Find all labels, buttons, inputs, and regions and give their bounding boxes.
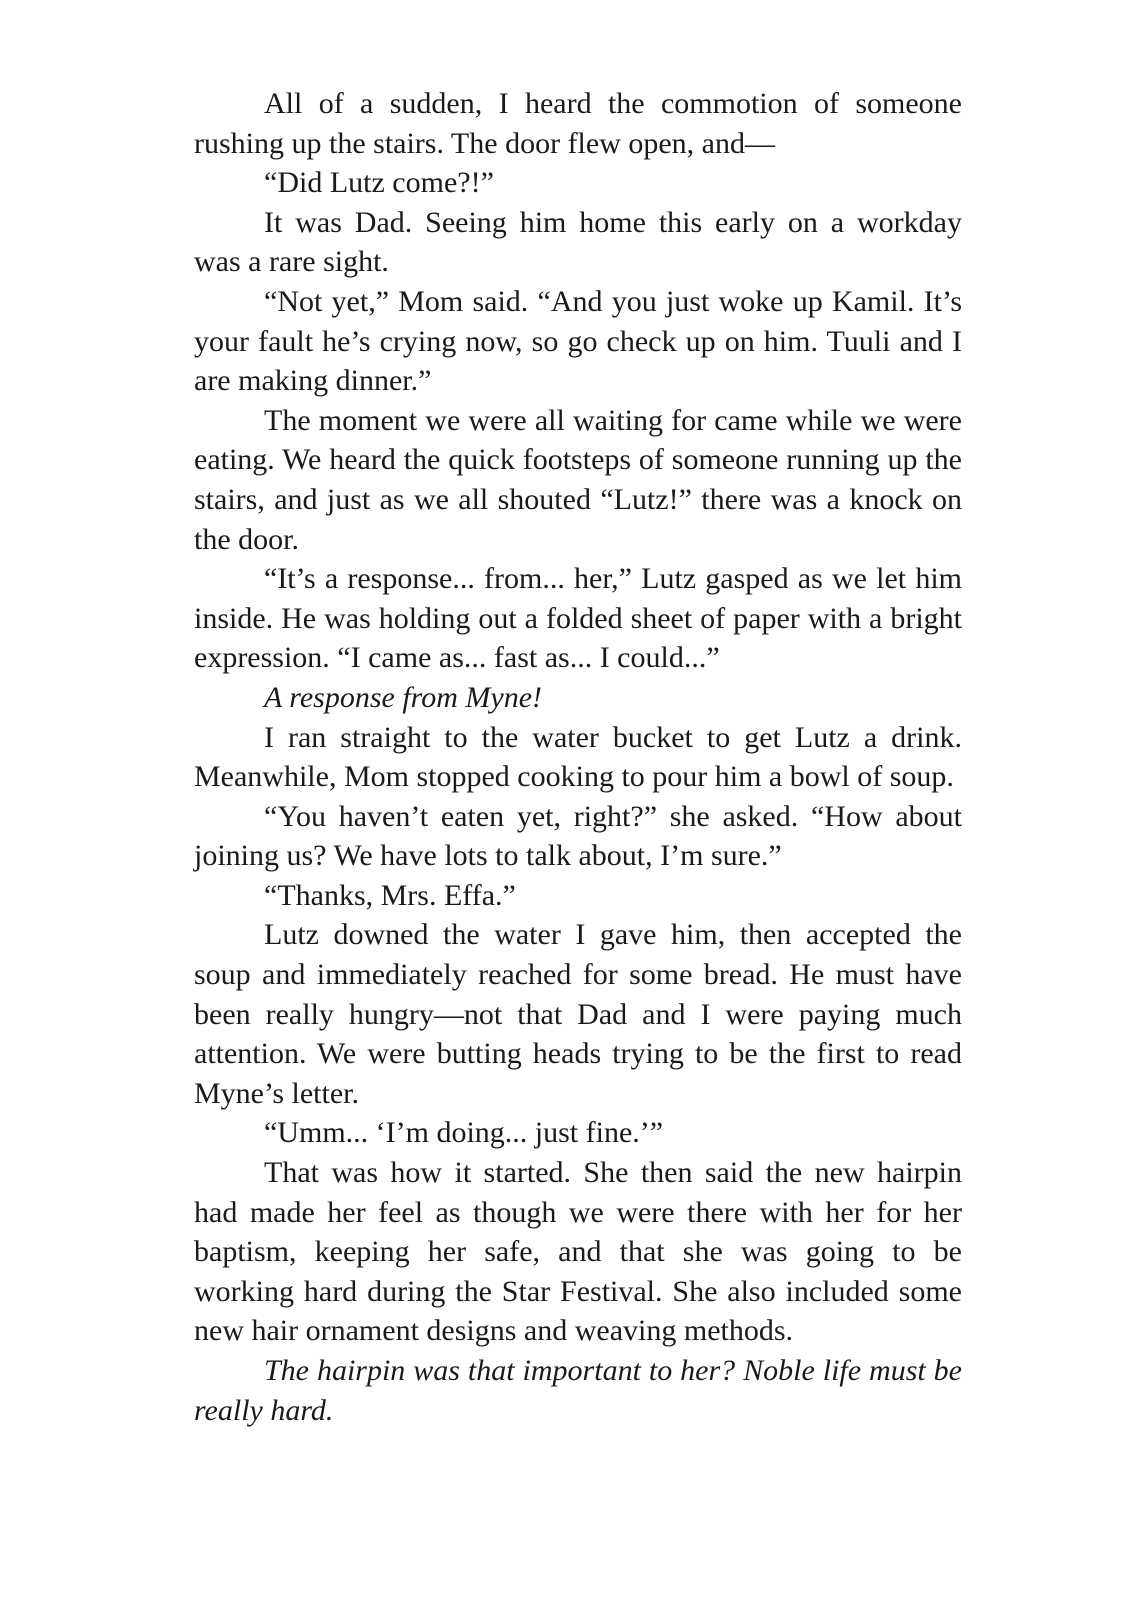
paragraph-italic-thought: The hairpin was that important to her? Noble life must be really hard. bbox=[194, 1354, 962, 1427]
paragraph-italic-thought: A response from Myne! bbox=[264, 680, 542, 714]
paragraph: I ran straight to the water bucket to get Lutz a drink. Meanwhile, Mom stopped cooking to pour him a bowl of soup. bbox=[194, 720, 962, 794]
paragraph: “You haven’t eaten yet, right?” she asked. “How about joining us? We have lots to talk about, I’m sure.” bbox=[194, 799, 962, 873]
paragraph: “Thanks, Mrs. Effa.” bbox=[264, 878, 516, 912]
paragraph: “It’s a response... from... her,” Lutz gasped as we let him inside. He was holding out a folded sheet of paper with a bright expression. “I came as... fast as... I could...” bbox=[194, 562, 962, 675]
paragraph: “Umm... ‘I’m doing... just fine.’” bbox=[264, 1116, 664, 1150]
paragraph: All of a sudden, I heard the commotion of someone rushing up the stairs. The door flew open, and— bbox=[194, 87, 962, 160]
paragraph: Lutz downed the water I gave him, then accepted the soup and immediately reached for some bread. He must have been really hungry—not that Dad and I were paying much attention. We were butting heads trying to be the first to read Myne’s letter. bbox=[194, 918, 962, 1110]
paragraph: It was Dad. Seeing him home this early on a workday was a rare sight. bbox=[194, 205, 962, 279]
paragraph: The moment we were all waiting for came while we were eating. We heard the quick footsteps of someone running up the stairs, and just as we all shouted “Lutz!” there was a knock on the door. bbox=[194, 403, 962, 556]
paragraph: “Did Lutz come?!” bbox=[264, 166, 494, 200]
paragraph: That was how it started. She then said the new hairpin had made her feel as though we were there with her for her baptism, keeping her safe, and that she was going to be working hard during the Star Festival. She also included some new hair ornament designs and weaving methods. bbox=[194, 1156, 962, 1348]
page-body bbox=[194, 84, 962, 1430]
paragraph: “Not yet,” Mom said. “And you just woke up Kamil. It’s your fault he’s crying now, so go check up on him. Tuuli and I are making dinner.” bbox=[194, 284, 962, 398]
